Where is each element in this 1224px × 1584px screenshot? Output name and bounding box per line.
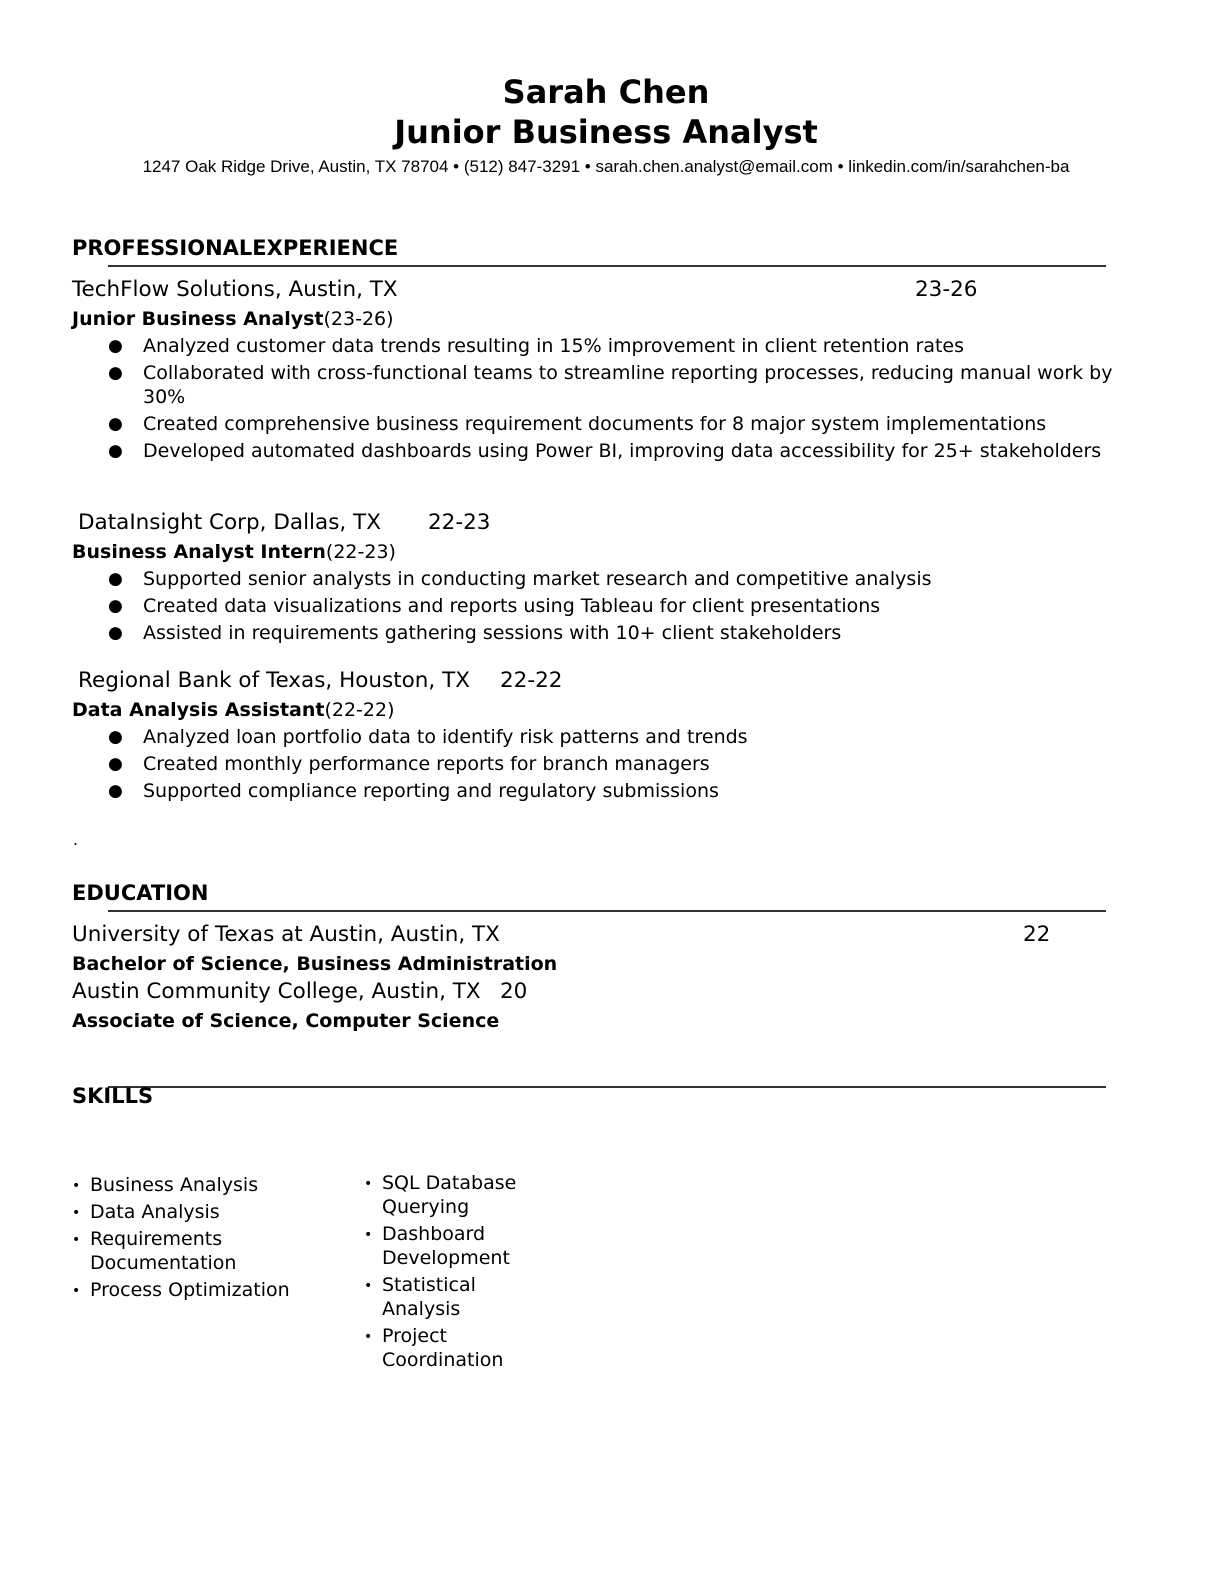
experience-heading: PROFESSIONALEXPERIENCE xyxy=(72,236,399,260)
bullet-icon: • xyxy=(72,1205,81,1221)
bullet-icon: ● xyxy=(108,727,123,747)
skill-item: • Project Coordination xyxy=(364,1325,504,1371)
education-year: 20 xyxy=(500,979,528,1004)
candidate-title: Junior Business Analyst xyxy=(394,113,818,151)
education-degree: Associate of Science, Computer Science xyxy=(72,1010,500,1032)
bullet-icon: ● xyxy=(108,441,123,461)
stray-period: . xyxy=(73,830,79,849)
job-bullets xyxy=(104,567,1134,648)
list-item: ● Supported senior analysts in conducting market research and competitive analysis xyxy=(108,568,932,590)
job-role-title: Data Analysis Assistant xyxy=(72,699,325,721)
education-year: 22 xyxy=(1023,922,1051,947)
bullet-icon: • xyxy=(364,1278,373,1294)
job-role-title: Junior Business Analyst xyxy=(72,308,324,330)
skills-column-1 xyxy=(72,1173,332,1305)
list-item: ● Developed automated dashboards using Power BI, improving data accessibility for 25+ stakeholders xyxy=(108,440,1102,462)
bullet-icon: ● xyxy=(108,569,123,589)
job-company: Regional Bank of Texas, Houston, TX xyxy=(78,668,470,693)
education-degree: Bachelor of Science, Business Administration xyxy=(72,953,558,975)
bullet-icon: ● xyxy=(108,363,123,383)
skill-item: • Requirements Documentation xyxy=(72,1228,237,1274)
skill-item: • SQL Database Querying xyxy=(364,1172,517,1218)
job-role-dates: (22-23) xyxy=(325,541,396,563)
job-dates: 22-23 xyxy=(428,510,491,535)
bullet-icon: • xyxy=(72,1283,81,1299)
bullet-icon: ● xyxy=(108,336,123,356)
list-item: ● Assisted in requirements gathering sessions with 10+ client stakeholders xyxy=(108,622,842,644)
list-item: ● Created data visualizations and reports using Tableau for client presentations xyxy=(108,595,881,617)
bullet-icon: • xyxy=(364,1227,373,1243)
job-bullets xyxy=(104,725,1134,806)
job-company: TechFlow Solutions, Austin, TX xyxy=(72,277,398,302)
job-dates: 22-22 xyxy=(500,668,563,693)
skills-heading: SKILLS xyxy=(72,1084,154,1108)
bullet-icon: • xyxy=(364,1329,373,1345)
skills-column-2 xyxy=(364,1171,534,1375)
job-bullets xyxy=(104,334,1134,466)
bullet-icon: ● xyxy=(108,781,123,801)
list-item: ● Analyzed loan portfolio data to identify risk patterns and trends xyxy=(108,726,748,748)
bullet-icon: ● xyxy=(108,414,123,434)
list-item: ● Analyzed customer data trends resulting in 15% improvement in client retention rates xyxy=(108,335,964,357)
skill-item: • Process Optimization xyxy=(72,1279,290,1301)
education-school: University of Texas at Austin, Austin, TX xyxy=(72,922,500,947)
job-role-title: Business Analyst Intern xyxy=(72,541,326,563)
job-company: DataInsight Corp, Dallas, TX xyxy=(78,510,381,535)
list-item: ● Created comprehensive business requirement documents for 8 major system implementations xyxy=(108,413,1047,435)
job-role xyxy=(72,307,394,331)
list-item: ● Created monthly performance reports for branch managers xyxy=(108,753,710,775)
contact-line: 1247 Oak Ridge Drive, Austin, TX 78704 • (512) 847-3291 • sarah.chen.analyst@email.com • linkedin.com/in/sarahchen-ba xyxy=(142,157,1070,176)
education-heading: EDUCATION xyxy=(72,881,209,905)
bullet-icon: • xyxy=(364,1176,373,1192)
list-item: ● Supported compliance reporting and regulatory submissions xyxy=(108,780,719,802)
skill-item: • Data Analysis xyxy=(72,1201,220,1223)
experience-divider xyxy=(108,265,1106,267)
skills-divider xyxy=(108,1086,1106,1088)
bullet-icon: ● xyxy=(108,754,123,774)
job-role-dates: (23-26) xyxy=(323,308,394,330)
bullet-icon: ● xyxy=(108,596,123,616)
education-school: Austin Community College, Austin, TX xyxy=(72,979,481,1004)
bullet-icon: • xyxy=(72,1178,81,1194)
skill-item: • Business Analysis xyxy=(72,1174,259,1196)
job-role xyxy=(72,698,395,722)
bullet-icon: • xyxy=(72,1232,81,1248)
bullet-icon: ● xyxy=(108,623,123,643)
job-role xyxy=(72,540,396,564)
job-role-dates: (22-22) xyxy=(324,699,395,721)
skill-item: • Statistical Analysis xyxy=(364,1274,476,1320)
skill-item: • Dashboard Development xyxy=(364,1223,510,1269)
candidate-name: Sarah Chen xyxy=(502,73,710,111)
list-item: ● Collaborated with cross-functional teams to streamline reporting processes, reducing manual work by 30% xyxy=(108,362,1113,408)
education-divider xyxy=(108,910,1106,912)
job-dates: 23-26 xyxy=(915,277,978,302)
